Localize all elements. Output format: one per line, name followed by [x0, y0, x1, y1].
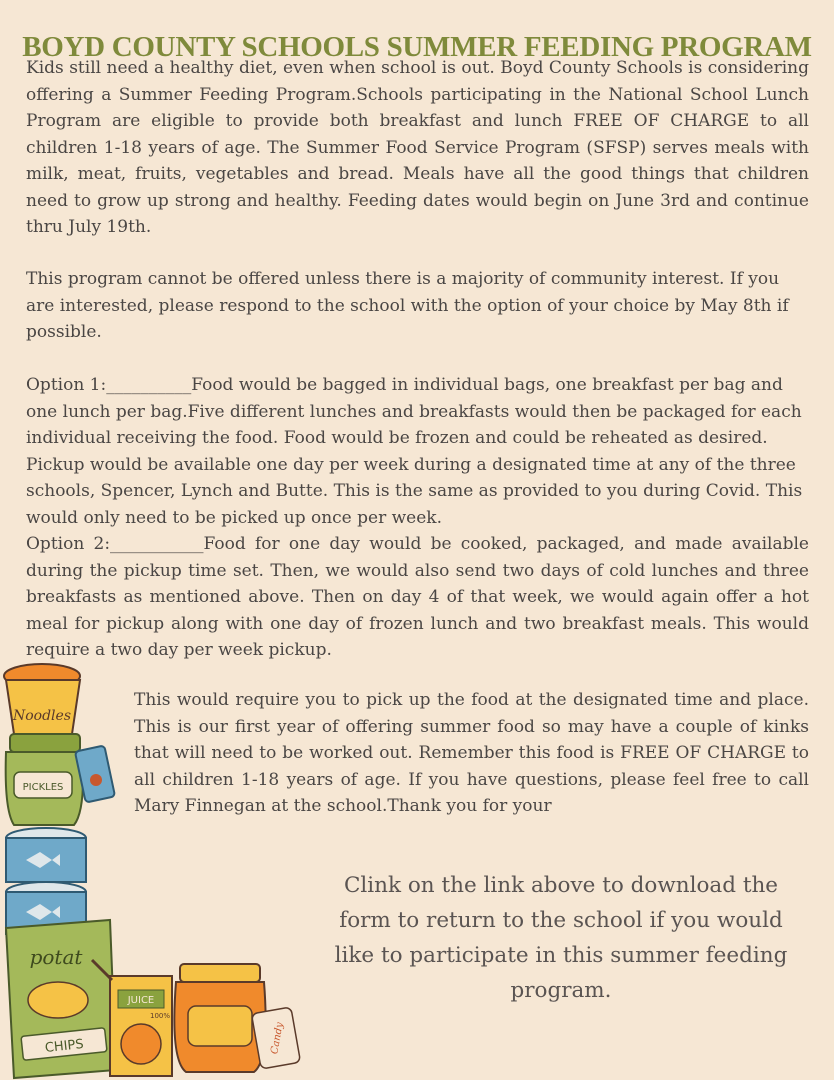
- noodles-label: Noodles: [12, 708, 72, 724]
- juice-percent-label: 100%: [149, 1012, 171, 1020]
- candy-icon: [251, 1007, 300, 1069]
- noodles-cup-icon: [4, 664, 80, 739]
- fish-can-icon: [6, 828, 86, 882]
- download-form-callout: Clink on the link above to download the form to return to the school if you would like to participate in this summer feeding program.: [334, 873, 788, 1003]
- candy-label: Candy: [269, 1021, 286, 1056]
- food-illustration: [0, 660, 310, 1080]
- pickles-jar-icon: [6, 734, 83, 825]
- potato-label: potat: [29, 945, 83, 969]
- option-2-paragraph: Option 2:___________Food for one day would be cooked, packaged, and made available during the pickup time set. Then, we would also send two days of cold lunches and three breakfasts as mentioned above. Then on day 4 of that week, we would again offer a hot meal for pickup along with one day of frozen lunch and two breakfast meals. This would require a two day per week pickup.: [26, 534, 809, 660]
- intro-paragraph: Kids still need a healthy diet, even when school is out. Boyd County Schools is considering offering a Summer Feeding Program.Schools participating in the National School Lunch Program are eligible to provide both breakfast and lunch FREE OF CHARGE to all children 1-18 years of age. The Summer Food Service Program (SFSP) serves meals with milk, meat, fruits, vegetables and bread. Meals have all the good things that children need to grow up strong and healthy. Feeding dates would begin on June 3rd and continue thru July 19th.: [26, 58, 809, 237]
- page-title: BOYD COUNTY SCHOOLS SUMMER FEEDING PROGRAM: [22, 31, 812, 64]
- pickup-paragraph: This would require you to pick up the food at the designated time and place. This is our first year of offering summer food so may have a couple of kinks that will need to be worked out. Remember this food is FREE OF CHARGE to all children 1-18 years of age. If you have questions, please feel free to call Mary Finnegan at the school.Thank you for your: [134, 690, 809, 816]
- chips-label: CHIPS: [44, 1037, 85, 1056]
- chips-bag-icon: [6, 920, 116, 1078]
- juice-label: JUICE: [127, 995, 155, 1006]
- option-1-paragraph: Option 1:__________Food would be bagged in individual bags, one breakfast per bag and one lunch per bag.Five different lunches and breakfasts would then be packaged for each individual receiving the food. Food would be frozen and could be reheated as desired. Pickup would be available one day per week during a designated time at any of the three schools, Spencer, Lynch and Butte. This is the same as provided to you during Covid. This would only need to be picked up once per week.: [26, 375, 803, 528]
- interest-paragraph: This program cannot be offered unless there is a majority of community interest. If you are interested, please respond to the school with the option of your choice by May 8th if possible.: [26, 269, 789, 342]
- pickles-label: PICKLES: [22, 782, 64, 793]
